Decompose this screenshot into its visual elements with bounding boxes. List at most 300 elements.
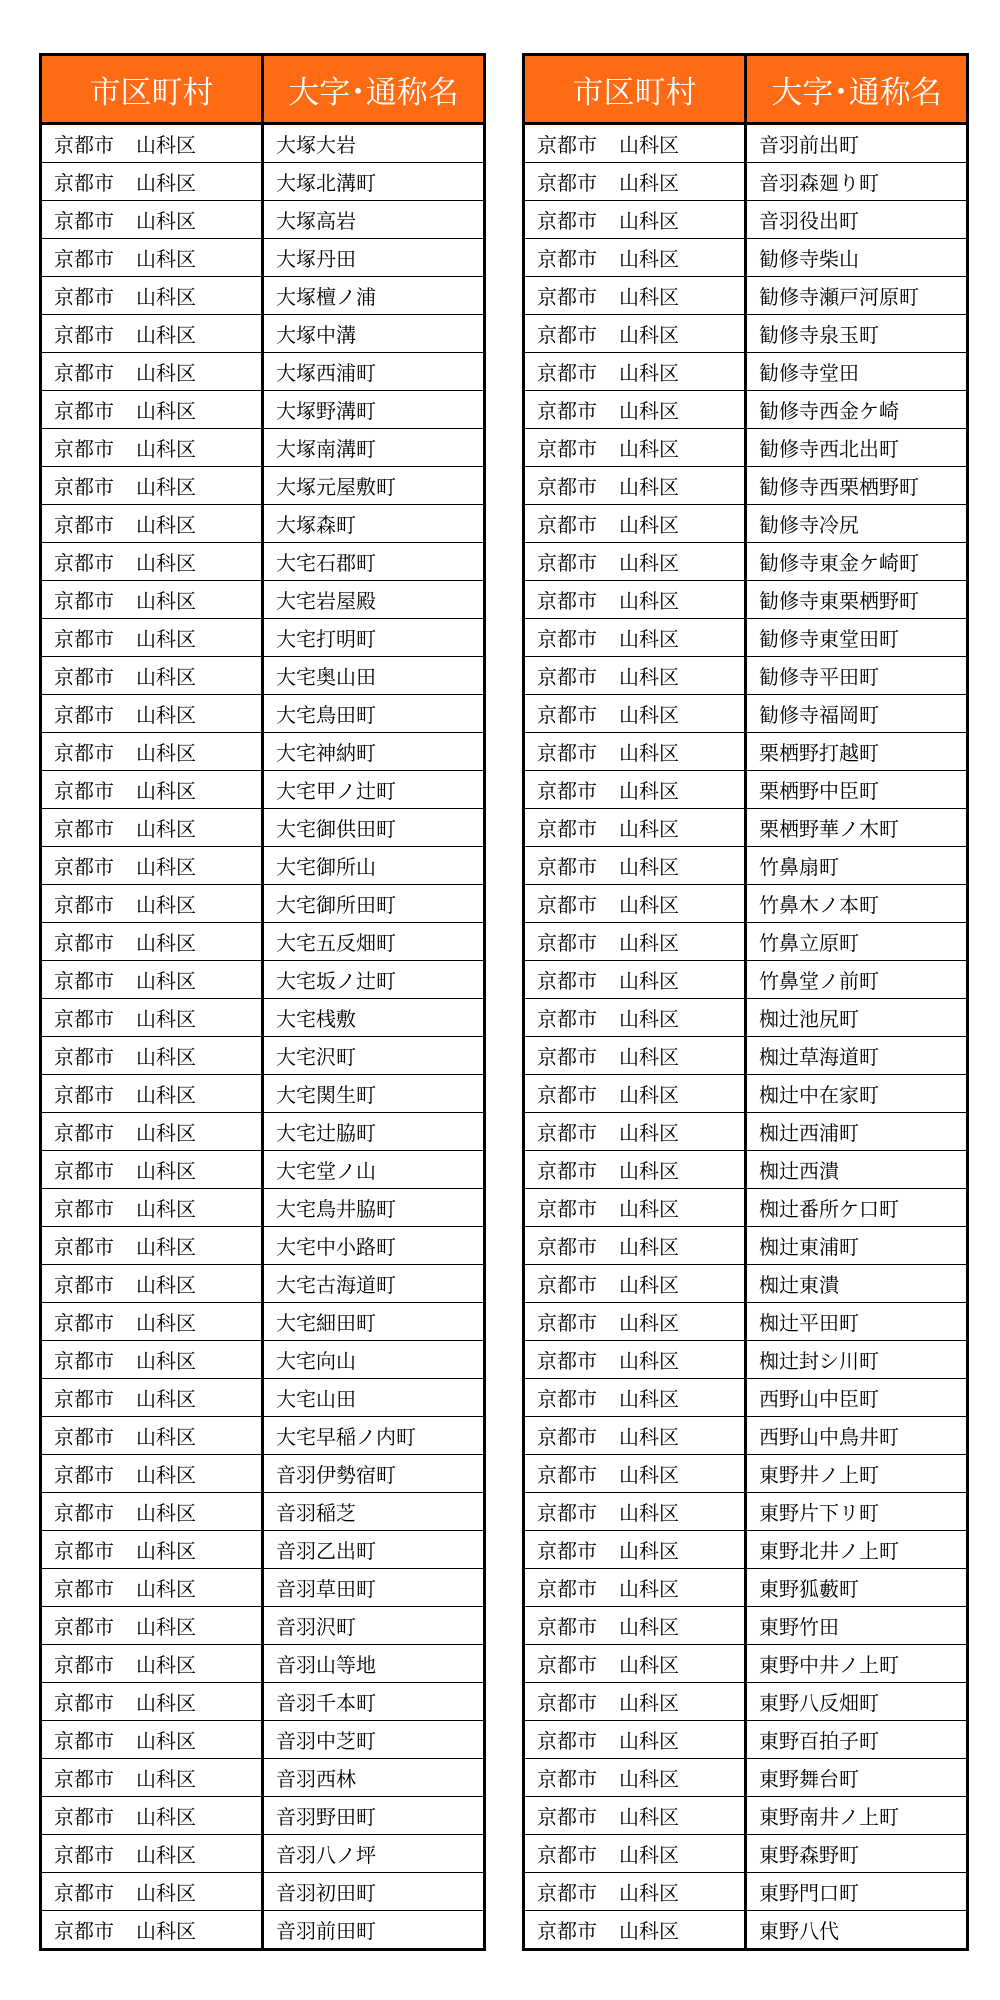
area-name-cell: 椥辻中在家町 xyxy=(746,1075,968,1113)
area-name-cell: 音羽役出町 xyxy=(746,201,968,239)
city-name: 京都市 xyxy=(54,133,114,157)
municipality-cell xyxy=(41,733,263,771)
area-name-cell: 大宅山田 xyxy=(263,1379,485,1417)
table-row xyxy=(41,315,485,353)
area-name-cell: 大宅石郡町 xyxy=(263,543,485,581)
ward-name: 山科区 xyxy=(136,1349,196,1373)
ward-name: 山科区 xyxy=(619,1235,679,1259)
city-name: 京都市 xyxy=(537,1539,597,1563)
area-name-cell: 大塚南溝町 xyxy=(263,429,485,467)
city-name: 京都市 xyxy=(537,361,597,385)
city-name: 京都市 xyxy=(537,1387,597,1411)
area-name-cell: 大塚野溝町 xyxy=(263,391,485,429)
table-row xyxy=(524,1493,968,1531)
area-name-cell: 勧修寺東栗栖野町 xyxy=(746,581,968,619)
area-name-cell: 大塚北溝町 xyxy=(263,163,485,201)
table-row xyxy=(41,619,485,657)
ward-name: 山科区 xyxy=(136,703,196,727)
city-name: 京都市 xyxy=(54,171,114,195)
municipality-cell xyxy=(524,277,746,315)
table-row xyxy=(524,885,968,923)
city-name: 京都市 xyxy=(537,893,597,917)
table-row xyxy=(41,581,485,619)
municipality-cell xyxy=(41,1531,263,1569)
table-row xyxy=(41,961,485,999)
table-row xyxy=(41,1303,485,1341)
ward-name: 山科区 xyxy=(619,1767,679,1791)
table-row xyxy=(524,1151,968,1189)
city-name: 京都市 xyxy=(54,1311,114,1335)
area-name-cell: 勧修寺冷尻 xyxy=(746,505,968,543)
city-name: 京都市 xyxy=(537,589,597,613)
ward-name: 山科区 xyxy=(619,1653,679,1677)
municipality-cell xyxy=(41,1303,263,1341)
area-name-cell: 椥辻池尻町 xyxy=(746,999,968,1037)
city-name: 京都市 xyxy=(54,589,114,613)
city-name: 京都市 xyxy=(537,475,597,499)
municipality-cell xyxy=(524,1303,746,1341)
city-name: 京都市 xyxy=(54,1425,114,1449)
area-name-cell: 東野百拍子町 xyxy=(746,1721,968,1759)
municipality-cell xyxy=(524,1569,746,1607)
city-name: 京都市 xyxy=(54,893,114,917)
table-row xyxy=(41,353,485,391)
header-area-name: 大字･通称名 xyxy=(263,55,485,124)
municipality-cell xyxy=(41,1607,263,1645)
table-row xyxy=(41,543,485,581)
city-name: 京都市 xyxy=(54,1045,114,1069)
city-name: 京都市 xyxy=(54,1121,114,1145)
area-name-cell: 西野山中鳥井町 xyxy=(746,1417,968,1455)
municipality-cell xyxy=(41,771,263,809)
municipality-cell xyxy=(41,961,263,999)
municipality-cell xyxy=(41,1455,263,1493)
table-row xyxy=(41,239,485,277)
area-name-cell: 大塚丹田 xyxy=(263,239,485,277)
area-name-cell: 音羽山等地 xyxy=(263,1645,485,1683)
area-name-cell: 栗栖野打越町 xyxy=(746,733,968,771)
area-name-cell: 東野八代 xyxy=(746,1911,968,1950)
area-name-cell: 椥辻封シ川町 xyxy=(746,1341,968,1379)
ward-name: 山科区 xyxy=(136,551,196,575)
table-row xyxy=(41,1645,485,1683)
city-name: 京都市 xyxy=(537,1615,597,1639)
city-name: 京都市 xyxy=(54,247,114,271)
area-name-cell: 大宅岩屋殿 xyxy=(263,581,485,619)
table-row xyxy=(524,1037,968,1075)
area-name-cell: 東野井ノ上町 xyxy=(746,1455,968,1493)
city-name: 京都市 xyxy=(537,551,597,575)
area-name-cell: 大宅神納町 xyxy=(263,733,485,771)
municipality-cell xyxy=(41,1151,263,1189)
ward-name: 山科区 xyxy=(136,1767,196,1791)
city-name: 京都市 xyxy=(537,171,597,195)
area-name-cell: 大塚森町 xyxy=(263,505,485,543)
ward-name: 山科区 xyxy=(136,1729,196,1753)
table-row xyxy=(524,1607,968,1645)
ward-name: 山科区 xyxy=(619,513,679,537)
ward-name: 山科区 xyxy=(136,665,196,689)
table-row xyxy=(41,1911,485,1950)
area-name-cell: 音羽稲芝 xyxy=(263,1493,485,1531)
city-name: 京都市 xyxy=(54,1387,114,1411)
area-name-cell: 大宅中小路町 xyxy=(263,1227,485,1265)
municipality-cell xyxy=(41,809,263,847)
city-name: 京都市 xyxy=(537,1121,597,1145)
city-name: 京都市 xyxy=(54,361,114,385)
ward-name: 山科区 xyxy=(619,1501,679,1525)
municipality-cell xyxy=(41,1569,263,1607)
area-name-cell: 大宅関生町 xyxy=(263,1075,485,1113)
area-name-cell: 椥辻草海道町 xyxy=(746,1037,968,1075)
ward-name: 山科区 xyxy=(136,1881,196,1905)
table-row xyxy=(524,315,968,353)
table-row xyxy=(41,1873,485,1911)
area-name-cell: 椥辻西潰 xyxy=(746,1151,968,1189)
ward-name: 山科区 xyxy=(619,969,679,993)
municipality-cell xyxy=(524,999,746,1037)
table-row xyxy=(41,999,485,1037)
area-name-cell: 大宅辻脇町 xyxy=(263,1113,485,1151)
area-name-cell: 椥辻西浦町 xyxy=(746,1113,968,1151)
city-name: 京都市 xyxy=(537,931,597,955)
area-name-cell: 竹鼻立原町 xyxy=(746,923,968,961)
table-row xyxy=(524,1379,968,1417)
ward-name: 山科区 xyxy=(619,1159,679,1183)
city-name: 京都市 xyxy=(54,285,114,309)
ward-name: 山科区 xyxy=(619,1881,679,1905)
municipality-cell xyxy=(524,1037,746,1075)
city-name: 京都市 xyxy=(537,855,597,879)
table-row xyxy=(41,1607,485,1645)
ward-name: 山科区 xyxy=(619,323,679,347)
municipality-cell xyxy=(524,1607,746,1645)
municipality-cell xyxy=(524,733,746,771)
municipality-cell xyxy=(524,124,746,163)
table-row xyxy=(41,1683,485,1721)
municipality-cell xyxy=(41,1835,263,1873)
city-name: 京都市 xyxy=(54,1197,114,1221)
area-name-cell: 大宅向山 xyxy=(263,1341,485,1379)
area-name-cell: 大宅早稲ノ内町 xyxy=(263,1417,485,1455)
municipality-cell xyxy=(41,1911,263,1950)
table-row xyxy=(524,1683,968,1721)
municipality-cell xyxy=(41,1417,263,1455)
municipality-cell xyxy=(524,1417,746,1455)
address-table-left xyxy=(39,53,486,1951)
table-row xyxy=(41,847,485,885)
city-name: 京都市 xyxy=(537,1311,597,1335)
city-name: 京都市 xyxy=(537,399,597,423)
area-name-cell: 東野北井ノ上町 xyxy=(746,1531,968,1569)
area-name-cell: 大宅堂ノ山 xyxy=(263,1151,485,1189)
city-name: 京都市 xyxy=(54,969,114,993)
ward-name: 山科区 xyxy=(136,1273,196,1297)
table-row xyxy=(41,1569,485,1607)
city-name: 京都市 xyxy=(54,665,114,689)
area-name-cell: 東野中井ノ上町 xyxy=(746,1645,968,1683)
table-row xyxy=(41,885,485,923)
table-row xyxy=(524,1265,968,1303)
table-row xyxy=(524,1227,968,1265)
area-name-cell: 竹鼻扇町 xyxy=(746,847,968,885)
area-name-cell: 勧修寺西北出町 xyxy=(746,429,968,467)
ward-name: 山科区 xyxy=(136,1577,196,1601)
table-row xyxy=(524,429,968,467)
ward-name: 山科区 xyxy=(136,323,196,347)
municipality-cell xyxy=(41,1645,263,1683)
ward-name: 山科区 xyxy=(136,209,196,233)
municipality-cell xyxy=(41,1873,263,1911)
ward-name: 山科区 xyxy=(619,551,679,575)
table-row xyxy=(524,467,968,505)
ward-name: 山科区 xyxy=(136,1197,196,1221)
table-row xyxy=(41,1075,485,1113)
ward-name: 山科区 xyxy=(136,1615,196,1639)
table-row xyxy=(524,657,968,695)
table-row xyxy=(41,1455,485,1493)
ward-name: 山科区 xyxy=(136,589,196,613)
city-name: 京都市 xyxy=(54,551,114,575)
area-name-cell: 大宅御供田町 xyxy=(263,809,485,847)
ward-name: 山科区 xyxy=(619,1577,679,1601)
area-name-cell: 音羽八ノ坪 xyxy=(263,1835,485,1873)
ward-name: 山科区 xyxy=(136,1311,196,1335)
city-name: 京都市 xyxy=(54,513,114,537)
table-body-right xyxy=(524,124,968,1950)
table-row xyxy=(524,1645,968,1683)
ward-name: 山科区 xyxy=(136,171,196,195)
city-name: 京都市 xyxy=(54,1235,114,1259)
ward-name: 山科区 xyxy=(619,1273,679,1297)
table-row xyxy=(41,1797,485,1835)
ward-name: 山科区 xyxy=(136,247,196,271)
ward-name: 山科区 xyxy=(136,1691,196,1715)
municipality-cell xyxy=(524,353,746,391)
area-name-cell: 大塚大岩 xyxy=(263,124,485,163)
municipality-cell xyxy=(524,1227,746,1265)
municipality-cell xyxy=(41,1759,263,1797)
city-name: 京都市 xyxy=(54,1349,114,1373)
city-name: 京都市 xyxy=(537,817,597,841)
municipality-cell xyxy=(41,885,263,923)
municipality-cell xyxy=(41,1379,263,1417)
area-name-cell: 音羽草田町 xyxy=(263,1569,485,1607)
table-row xyxy=(41,1531,485,1569)
municipality-cell xyxy=(524,315,746,353)
ward-name: 山科区 xyxy=(619,1615,679,1639)
ward-name: 山科区 xyxy=(136,1045,196,1069)
table-row xyxy=(524,201,968,239)
municipality-cell xyxy=(524,1379,746,1417)
ward-name: 山科区 xyxy=(136,741,196,765)
ward-name: 山科区 xyxy=(619,1387,679,1411)
area-name-cell: 大宅奥山田 xyxy=(263,657,485,695)
table-row xyxy=(41,1113,485,1151)
table-row xyxy=(524,1531,968,1569)
city-name: 京都市 xyxy=(54,627,114,651)
area-name-cell: 勧修寺西金ケ崎 xyxy=(746,391,968,429)
table-row xyxy=(524,1873,968,1911)
ward-name: 山科区 xyxy=(136,779,196,803)
table-row xyxy=(524,1113,968,1151)
municipality-cell xyxy=(524,1113,746,1151)
area-name-cell: 椥辻東潰 xyxy=(746,1265,968,1303)
city-name: 京都市 xyxy=(54,1463,114,1487)
table-row xyxy=(524,353,968,391)
city-name: 京都市 xyxy=(537,627,597,651)
table-row xyxy=(524,619,968,657)
city-name: 京都市 xyxy=(537,1235,597,1259)
area-name-cell: 音羽森廻り町 xyxy=(746,163,968,201)
municipality-cell xyxy=(524,1645,746,1683)
city-name: 京都市 xyxy=(537,741,597,765)
ward-name: 山科区 xyxy=(136,1425,196,1449)
municipality-cell xyxy=(41,1227,263,1265)
city-name: 京都市 xyxy=(537,969,597,993)
municipality-cell xyxy=(41,1075,263,1113)
ward-name: 山科区 xyxy=(619,893,679,917)
ward-name: 山科区 xyxy=(619,1197,679,1221)
ward-name: 山科区 xyxy=(136,855,196,879)
municipality-cell xyxy=(41,124,263,163)
table-row xyxy=(524,1341,968,1379)
ward-name: 山科区 xyxy=(136,437,196,461)
municipality-cell xyxy=(524,391,746,429)
municipality-cell xyxy=(41,467,263,505)
city-name: 京都市 xyxy=(54,399,114,423)
municipality-cell xyxy=(41,581,263,619)
ward-name: 山科区 xyxy=(619,171,679,195)
area-name-cell: 音羽乙出町 xyxy=(263,1531,485,1569)
area-name-cell: 音羽野田町 xyxy=(263,1797,485,1835)
area-name-cell: 東野狐藪町 xyxy=(746,1569,968,1607)
city-name: 京都市 xyxy=(537,1083,597,1107)
city-name: 京都市 xyxy=(54,1729,114,1753)
area-name-cell: 東野舞台町 xyxy=(746,1759,968,1797)
ward-name: 山科区 xyxy=(619,817,679,841)
ward-name: 山科区 xyxy=(619,1045,679,1069)
area-name-cell: 大塚中溝 xyxy=(263,315,485,353)
ward-name: 山科区 xyxy=(619,1843,679,1867)
ward-name: 山科区 xyxy=(136,361,196,385)
municipality-cell xyxy=(524,1911,746,1950)
area-name-cell: 音羽初田町 xyxy=(263,1873,485,1911)
city-name: 京都市 xyxy=(54,817,114,841)
table-row xyxy=(41,809,485,847)
municipality-cell xyxy=(41,999,263,1037)
table-row xyxy=(524,847,968,885)
table-row xyxy=(524,163,968,201)
area-name-cell: 勧修寺泉玉町 xyxy=(746,315,968,353)
table-row xyxy=(41,923,485,961)
ward-name: 山科区 xyxy=(619,779,679,803)
ward-name: 山科区 xyxy=(136,1083,196,1107)
ward-name: 山科区 xyxy=(619,665,679,689)
table-row xyxy=(524,543,968,581)
area-name-cell: 勧修寺東金ケ崎町 xyxy=(746,543,968,581)
table-row xyxy=(524,581,968,619)
municipality-cell xyxy=(524,961,746,999)
city-name: 京都市 xyxy=(537,1425,597,1449)
area-name-cell: 東野門口町 xyxy=(746,1873,968,1911)
municipality-cell xyxy=(524,1265,746,1303)
municipality-cell xyxy=(41,391,263,429)
city-name: 京都市 xyxy=(54,1843,114,1867)
area-name-cell: 東野南井ノ上町 xyxy=(746,1797,968,1835)
table-row xyxy=(41,505,485,543)
header-area-name: 大字･通称名 xyxy=(746,55,968,124)
table-row xyxy=(41,1151,485,1189)
ward-name: 山科区 xyxy=(136,1235,196,1259)
table-body-left xyxy=(41,124,485,1950)
area-name-cell: 大宅鳥田町 xyxy=(263,695,485,733)
city-name: 京都市 xyxy=(537,1729,597,1753)
municipality-cell xyxy=(41,429,263,467)
municipality-cell xyxy=(524,1151,746,1189)
city-name: 京都市 xyxy=(54,475,114,499)
city-name: 京都市 xyxy=(537,1843,597,1867)
ward-name: 山科区 xyxy=(619,399,679,423)
municipality-cell xyxy=(524,1759,746,1797)
municipality-cell xyxy=(524,619,746,657)
table-row xyxy=(524,239,968,277)
area-name-cell: 大宅坂ノ辻町 xyxy=(263,961,485,999)
municipality-cell xyxy=(524,1531,746,1569)
area-name-cell: 大宅古海道町 xyxy=(263,1265,485,1303)
city-name: 京都市 xyxy=(54,741,114,765)
municipality-cell xyxy=(41,201,263,239)
ward-name: 山科区 xyxy=(136,1919,196,1943)
area-name-cell: 音羽沢町 xyxy=(263,1607,485,1645)
ward-name: 山科区 xyxy=(619,475,679,499)
municipality-cell xyxy=(41,1721,263,1759)
city-name: 京都市 xyxy=(537,703,597,727)
municipality-cell xyxy=(41,1341,263,1379)
municipality-cell xyxy=(524,885,746,923)
area-name-cell: 勧修寺瀬戸河原町 xyxy=(746,277,968,315)
table-row xyxy=(41,277,485,315)
city-name: 京都市 xyxy=(54,1083,114,1107)
ward-name: 山科区 xyxy=(136,1653,196,1677)
ward-name: 山科区 xyxy=(136,969,196,993)
city-name: 京都市 xyxy=(537,1881,597,1905)
municipality-cell xyxy=(41,695,263,733)
table-row xyxy=(41,1265,485,1303)
table-row xyxy=(41,467,485,505)
area-name-cell: 椥辻東浦町 xyxy=(746,1227,968,1265)
municipality-cell xyxy=(41,239,263,277)
city-name: 京都市 xyxy=(537,323,597,347)
table-row xyxy=(524,1417,968,1455)
municipality-cell xyxy=(41,1265,263,1303)
municipality-cell xyxy=(524,201,746,239)
table-row xyxy=(524,1189,968,1227)
area-name-cell: 大宅鳥井脇町 xyxy=(263,1189,485,1227)
ward-name: 山科区 xyxy=(619,1311,679,1335)
city-name: 京都市 xyxy=(54,1539,114,1563)
ward-name: 山科区 xyxy=(136,1501,196,1525)
area-name-cell: 大塚西浦町 xyxy=(263,353,485,391)
city-name: 京都市 xyxy=(537,285,597,309)
ward-name: 山科区 xyxy=(619,1805,679,1829)
city-name: 京都市 xyxy=(54,1767,114,1791)
municipality-cell xyxy=(524,505,746,543)
ward-name: 山科区 xyxy=(136,627,196,651)
ward-name: 山科区 xyxy=(136,399,196,423)
table-row xyxy=(41,657,485,695)
city-name: 京都市 xyxy=(537,437,597,461)
